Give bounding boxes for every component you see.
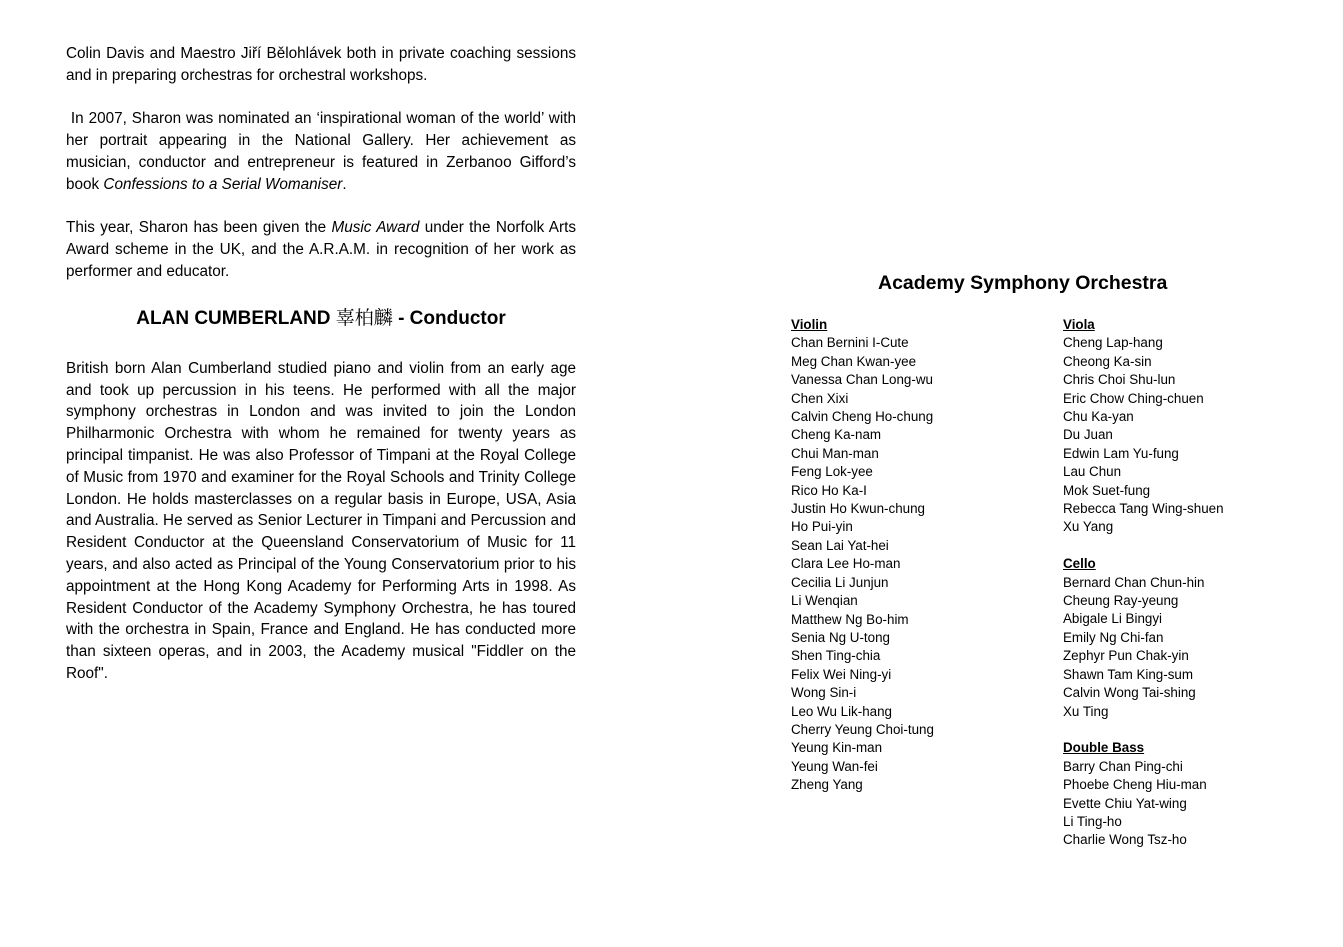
member-name: Li Wenqian: [791, 593, 858, 609]
member-name: Shawn Tam King-sum: [1063, 666, 1193, 682]
member-name: Meg Chan Kwan-yee: [791, 353, 917, 369]
section-title-cello: Cello: [1063, 556, 1096, 572]
award-title: Music Award: [331, 219, 420, 237]
member-name: Cheong Ka-sin: [1063, 353, 1152, 369]
member-name: Leo Wu Lik-hang: [791, 703, 892, 719]
left-page: [66, 43, 576, 685]
member-name: Cheung Ray-yeung: [1063, 593, 1179, 609]
roster-column-left: [791, 316, 934, 795]
conductor-role: - Conductor: [398, 307, 506, 329]
member-name: Ho Pui-yin: [791, 519, 853, 535]
paragraph-text: .: [342, 175, 347, 193]
section-spacer: [1063, 537, 1224, 555]
member-name: Shen Ting-chia: [791, 648, 881, 664]
member-name: Chui Man-man: [791, 445, 879, 461]
member-list: [1063, 334, 1224, 536]
member-name: Zheng Yang: [791, 777, 863, 793]
section-title-violin: Violin: [791, 317, 828, 332]
member-name: Mok Suet-fung: [1063, 482, 1151, 498]
member-name: Wong Sin-i: [791, 685, 857, 701]
member-name: Yeung Wan-fei: [791, 758, 878, 774]
member-list: [791, 334, 934, 794]
member-name: Zephyr Pun Chak-yin: [1063, 648, 1189, 664]
member-name: Clara Lee Ho-man: [791, 556, 901, 572]
orchestra-title: Academy Symphony Orchestra: [878, 272, 1168, 294]
member-name: Cecilia Li Junjun: [791, 574, 889, 590]
member-name: Sean Lai Yat-hei: [791, 537, 889, 553]
conductor-chinese-name: 辜柏麟: [335, 306, 393, 329]
paragraph-text: In 2007, Sharon was nominated an ‘inspirational woman of the world’ with her portrait appearing in the National Gallery. Her achievement as musician, conductor and entrepreneur is featured in Zerbanoo Gifford’s book: [66, 110, 577, 193]
bio-paragraph-coaching: Colin Davis and Maestro Jiří Bělohlávek both in private coaching sessions and in preparing orchestras for orchestral workshops.: [66, 45, 576, 84]
conductor-heading: [66, 305, 576, 332]
member-name: Charlie Wong Tsz-ho: [1063, 832, 1187, 848]
member-list: [1063, 758, 1224, 850]
member-name: Lau Chun: [1063, 464, 1122, 480]
section-double-bass: [1063, 739, 1224, 849]
member-name: Justin Ho Kwun-chung: [791, 501, 925, 517]
member-name: Chen Xixi: [791, 390, 849, 406]
member-name: Senia Ng U-tong: [791, 629, 890, 645]
bio-paragraph-award: [66, 217, 576, 282]
member-name: Cheng Ka-nam: [791, 427, 882, 443]
paragraph-text: under the Norfolk Arts Award scheme in the UK, and the A.R.A.M. in recognition of her work as performer and educator.: [66, 219, 576, 280]
member-name: Du Juan: [1063, 427, 1113, 443]
member-name: Matthew Ng Bo-him: [791, 611, 909, 627]
member-name: Felix Wei Ning-yi: [791, 666, 892, 682]
book-title: Confessions to a Serial Womaniser: [103, 175, 343, 193]
section-violin: [791, 316, 934, 795]
member-name: Evette Chiu Yat-wing: [1063, 795, 1187, 811]
member-name: Vanessa Chan Long-wu: [791, 372, 933, 388]
member-name: Barry Chan Ping-chi: [1063, 758, 1183, 774]
member-name: Cherry Yeung Choi-tung: [791, 721, 934, 737]
member-name: Eric Chow Ching-chuen: [1063, 390, 1204, 406]
member-name: Rebecca Tang Wing-shuen: [1063, 501, 1224, 517]
member-name: Cheng Lap-hang: [1063, 335, 1163, 351]
member-list: [1063, 574, 1224, 721]
roster-column-right: [1063, 316, 1224, 850]
member-name: Bernard Chan Chun-hin: [1063, 574, 1205, 590]
section-title-viola: Viola: [1063, 317, 1095, 332]
member-name: Yeung Kin-man: [791, 740, 883, 756]
member-name: Calvin Cheng Ho-chung: [791, 409, 934, 425]
member-name: Chris Choi Shu-lun: [1063, 372, 1176, 388]
member-name: Li Ting-ho: [1063, 813, 1122, 829]
bio-paragraph-nomination: [66, 108, 576, 195]
paragraph-text: This year, Sharon has been given the: [66, 219, 332, 237]
member-name: Calvin Wong Tai-shing: [1063, 685, 1196, 701]
member-name: Phoebe Cheng Hiu-man: [1063, 777, 1207, 793]
member-name: Emily Ng Chi-fan: [1063, 629, 1164, 645]
member-name: Feng Lok-yee: [791, 464, 873, 480]
member-name: Chu Ka-yan: [1063, 409, 1134, 425]
section-cello: [1063, 555, 1224, 721]
conductor-name: ALAN CUMBERLAND: [136, 307, 331, 329]
section-title-double-bass: Double Bass: [1063, 740, 1145, 756]
member-name: Edwin Lam Yu-fung: [1063, 445, 1179, 461]
member-name: Abigale Li Bingyi: [1063, 611, 1163, 627]
conductor-bio: British born Alan Cumberland studied piano and violin from an early age and took up percussion in his teens. He performed with all the major symphony orchestras in London and was invited to join the London Philharmonic Orchestra with whom he remained for twenty years as principal timpanist. He was also Professor of Timpani at the Royal College of Music from 1970 and examiner for the Royal Schools and Trinity College London. He holds masterclasses on a regular basis in Europe, USA, Asia and Australia. He served as Senior Lecturer in Timpani and Percussion and Resident Conductor at the Queensland Conservatorium of Music for 11 years, and also acted as Principal of the Young Conservatorium prior to his appointment at the Hong Kong Academy for Performing Arts in 1998. As Resident Conductor of the Academy Symphony Orchestra, he has toured with the orchestra in Spain, France and England. He has conducted more than sixteen operas, and in 2003, the Academy musical "Fiddler on the Roof".: [66, 359, 576, 682]
section-spacer: [1063, 721, 1224, 739]
member-name: Chan Bernini I-Cute: [791, 335, 909, 351]
section-viola: [1063, 316, 1224, 537]
member-name: Xu Yang: [1063, 519, 1114, 535]
member-name: Xu Ting: [1063, 703, 1109, 719]
member-name: Rico Ho Ka-I: [791, 482, 867, 498]
